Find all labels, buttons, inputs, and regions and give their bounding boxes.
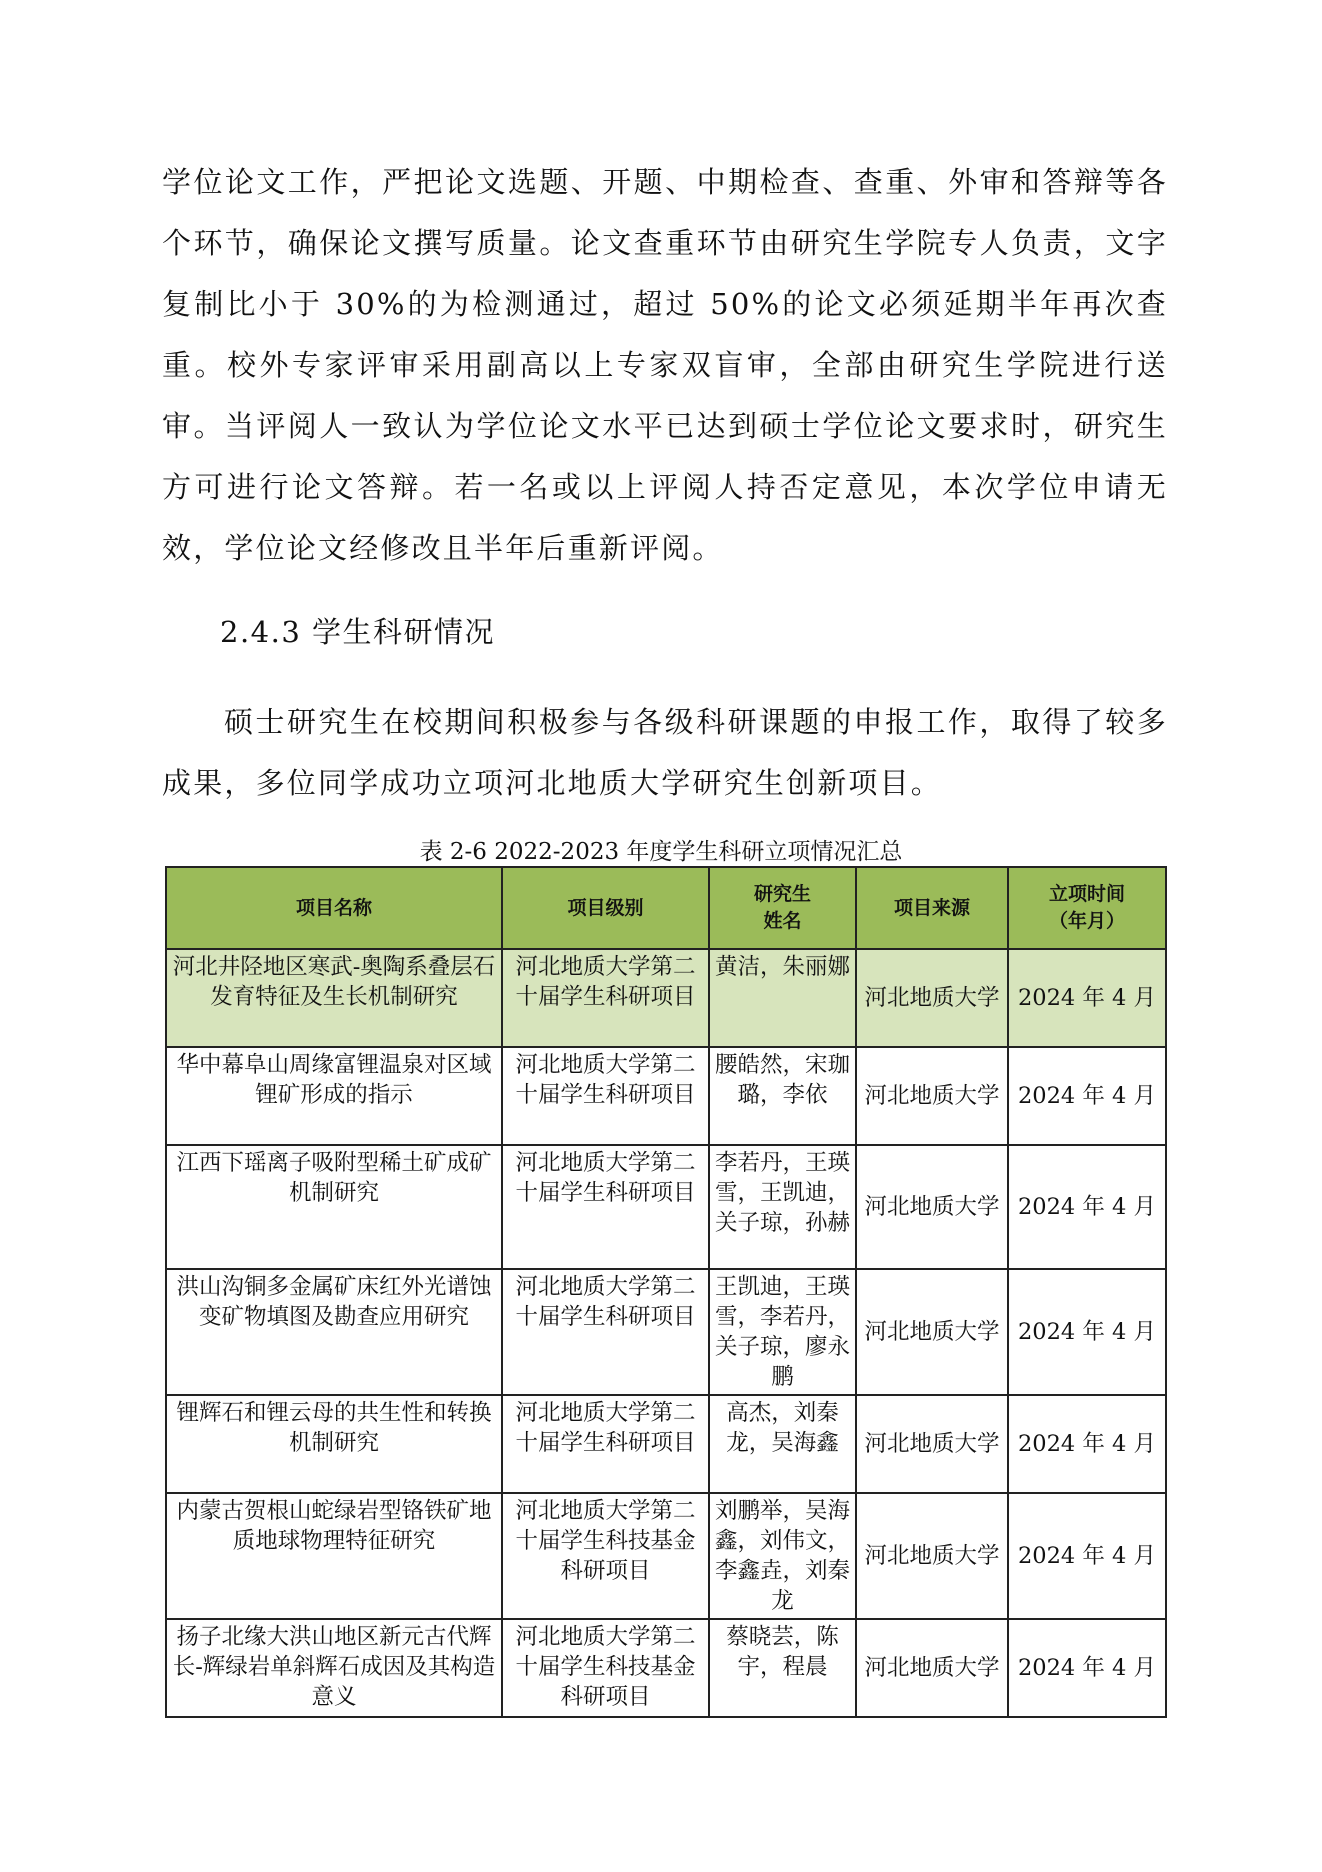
body-paragraph-thesis-process: 学位论文工作，严把论文选题、开题、中期检查、查重、外审和答辩等各个环节，确保论文撰写质量。论文查重环节由研究生学院专人负责，文字复制比小于 30%的为检测通过，超过 50%的论文必须延期半年再次查重。校外专家评审采用副高以上专家双盲审，全部由研究生学院进行送审。当评阅人一致认为学位论文水平已达到硕士学位论文要求时，研究生方可进行论文答辩。若一名或以上评阅人持否定意见，本次学位申请无效，学位论文经修改且半年后重新评阅。 — [162, 165, 1168, 565]
cell-project-level: 河北地质大学第二十届学生科研项目 — [502, 1047, 709, 1145]
cell-project-level: 河北地质大学第二十届学生科技基金科研项目 — [502, 1493, 709, 1619]
cell-time: 2024 年 4 月 — [1008, 1269, 1166, 1395]
header-project-name: 项目名称 — [166, 867, 502, 949]
cell-time: 2024 年 4 月 — [1008, 1047, 1166, 1145]
cell-project-name: 锂辉石和锂云母的共生性和转换机制研究 — [166, 1395, 502, 1493]
cell-time: 2024 年 4 月 — [1008, 1395, 1166, 1493]
cell-project-name: 扬子北缘大洪山地区新元古代辉长-辉绿岩单斜辉石成因及其构造意义 — [166, 1619, 502, 1717]
cell-students: 高杰，刘秦龙，吴海鑫 — [709, 1395, 856, 1493]
table-row — [166, 1047, 1166, 1145]
cell-source: 河北地质大学 — [856, 1047, 1008, 1145]
header-project-level: 项目级别 — [502, 867, 709, 949]
research-projects-table — [165, 866, 1167, 1718]
cell-project-level: 河北地质大学第二十届学生科研项目 — [502, 1269, 709, 1395]
cell-project-name: 江西下瑶离子吸附型稀土矿成矿机制研究 — [166, 1145, 502, 1269]
cell-students: 腰皓然，宋珈璐，李依 — [709, 1047, 856, 1145]
cell-project-level: 河北地质大学第二十届学生科研项目 — [502, 1145, 709, 1269]
cell-time: 2024 年 4 月 — [1008, 949, 1166, 1047]
table-caption: 表 2-6 2022-2023 年度学生科研立项情况汇总 — [419, 839, 903, 865]
cell-time: 2024 年 4 月 — [1008, 1619, 1166, 1717]
cell-project-level: 河北地质大学第二十届学生科技基金科研项目 — [502, 1619, 709, 1717]
cell-time: 2024 年 4 月 — [1008, 1493, 1166, 1619]
cell-students: 黄洁，朱丽娜 — [709, 949, 856, 1047]
cell-project-name: 内蒙古贺根山蛇绿岩型铬铁矿地质地球物理特征研究 — [166, 1493, 502, 1619]
cell-students: 王凯迪，王瑛雪，李若丹，关子琼，廖永鹏 — [709, 1269, 856, 1395]
table-header-row — [166, 867, 1166, 949]
cell-project-level: 河北地质大学第二十届学生科研项目 — [502, 949, 709, 1047]
cell-students: 刘鹏举，吴海鑫，刘伟文，李鑫垚，刘秦龙 — [709, 1493, 856, 1619]
table-row — [166, 1493, 1166, 1619]
table-row — [166, 1145, 1166, 1269]
cell-source: 河北地质大学 — [856, 949, 1008, 1047]
header-students-line2: 姓名 — [763, 910, 802, 932]
cell-project-level: 河北地质大学第二十届学生科研项目 — [502, 1395, 709, 1493]
header-time-line1: 立项时间 — [1048, 883, 1125, 905]
cell-source: 河北地质大学 — [856, 1395, 1008, 1493]
header-source: 项目来源 — [856, 867, 1008, 949]
cell-project-name: 华中幕阜山周缘富锂温泉对区域锂矿形成的指示 — [166, 1047, 502, 1145]
cell-source: 河北地质大学 — [856, 1145, 1008, 1269]
cell-project-name: 河北井陉地区寒武-奥陶系叠层石发育特征及生长机制研究 — [166, 949, 502, 1047]
header-students-line1: 研究生 — [753, 883, 811, 905]
table-row — [166, 1619, 1166, 1717]
table-row — [166, 1395, 1166, 1493]
section-heading: 2.4.3 学生科研情况 — [220, 615, 496, 649]
header-time — [1008, 867, 1166, 949]
header-students — [709, 867, 856, 949]
header-time-line2: （年月） — [1048, 910, 1125, 932]
cell-time: 2024 年 4 月 — [1008, 1145, 1166, 1269]
table-row — [166, 1269, 1166, 1395]
table-row — [166, 949, 1166, 1047]
body-paragraph-student-research: 硕士研究生在校期间积极参与各级科研课题的申报工作，取得了较多成果，多位同学成功立项河北地质大学研究生创新项目。 — [162, 705, 1168, 800]
cell-project-name: 洪山沟铜多金属矿床红外光谱蚀变矿物填图及勘查应用研究 — [166, 1269, 502, 1395]
cell-source: 河北地质大学 — [856, 1619, 1008, 1717]
cell-students: 李若丹，王瑛雪，王凯迪，关子琼，孙赫 — [709, 1145, 856, 1269]
cell-students: 蔡晓芸，陈宇，程晨 — [709, 1619, 856, 1717]
cell-source: 河北地质大学 — [856, 1269, 1008, 1395]
cell-source: 河北地质大学 — [856, 1493, 1008, 1619]
